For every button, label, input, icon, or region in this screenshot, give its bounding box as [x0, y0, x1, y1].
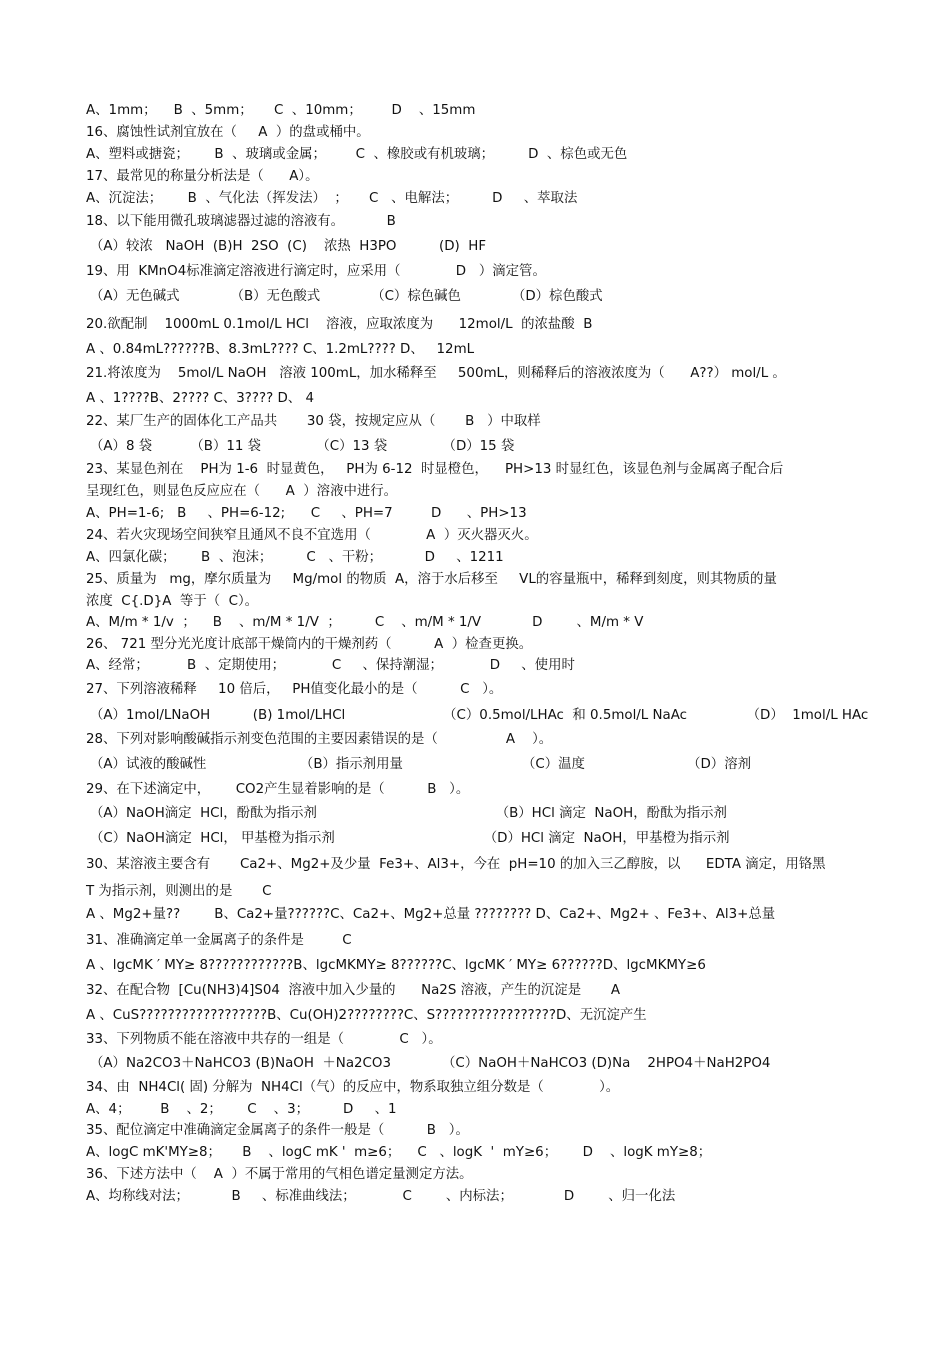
- options-23: A、PH=1-6; B 、PH=6-12; C 、PH=7 D 、PH>13: [86, 506, 527, 521]
- options-28: （A）试液的酸碱性 （B）指示剂用量 （C）温度 （D）溶剂: [90, 757, 751, 772]
- options-26: A、经常； B 、定期使用； C 、保持潮湿； D 、使用时: [86, 658, 575, 673]
- question-25: 25、质量为 mg，摩尔质量为 Mg/mol 的物质 A，溶于水后移至 VL的容量瓶中，稀释到刻度，则其物质的量: [86, 572, 777, 587]
- options-33: （A）Na2CO3＋NaHCO3 (B)NaOH ＋Na2CO3 （C）NaOH＋NaHCO3 (D)Na 2HPO4＋NaH2PO4: [90, 1056, 771, 1071]
- question-23-cont: 呈现红色，则显色反应应在（ A ）溶液中进行。: [86, 484, 398, 499]
- question-26: 26、 721 型分光光度计底部干燥筒内的干燥剂药（ A ）检查更换。: [86, 637, 533, 652]
- question-17: 17、最常见的称量分析法是（ A）。: [86, 169, 319, 184]
- options-20: A 、0.84mL??????B、8.3mL???? C、1.2mL???? D、 12mL: [86, 342, 475, 357]
- options-29-ab: （A）NaOH滴定 HCl，酚酞为指示剂 （B）HCl 滴定 NaOH，酚酞为指示剂: [90, 806, 727, 821]
- options-36: A、均称线对法； B 、标准曲线法； C 、内标法； D 、归一化法: [86, 1189, 676, 1204]
- question-32: 32、在配合物 [Cu(NH3)4]S04 溶液中加入少量的 Na2S 溶液，产生的沉淀是 A: [86, 983, 621, 998]
- options-24: A、四氯化碳； B 、泡沫； C 、干粉； D 、1211: [86, 550, 504, 565]
- question-36: 36、下述方法中（ A ）不属于常用的气相色谱定量测定方法。: [86, 1167, 473, 1182]
- question-16: 16、腐蚀性试剂宜放在（ A ）的盘或桶中。: [86, 125, 370, 140]
- options-19: （A）无色碱式 （B）无色酸式 （C）棕色碱色 （D）棕色酸式: [90, 289, 603, 304]
- options-18: （A）较浓 NaOH (B)H 2SO (C) 浓热 H3PO (D) HF: [90, 239, 487, 254]
- options-21: A 、1????B、2???? C、3???? D、 4: [86, 391, 314, 406]
- options-22: （A）8 袋 （B）11 袋 （C）13 袋 （D）15 袋: [90, 439, 515, 454]
- question-29: 29、在下述滴定中， CO2产生显着影响的是（ B ）。: [86, 782, 470, 797]
- question-34: 34、由 NH4Cl( 固) 分解为 NH4Cl（气）的反应中，物系取独立组分数是（ ）。: [86, 1080, 620, 1095]
- question-31: 31、准确滴定单一金属离子的条件是 C: [86, 933, 352, 948]
- question-27: 27、下列溶液稀释 10 倍后， PH值变化最小的是（ C ）。: [86, 682, 503, 697]
- question-21: 21.将浓度为 5mol/L NaOH 溶液 100mL，加水稀释至 500mL，则稀释后的溶液浓度为（ A??） mol/L 。: [86, 366, 786, 381]
- options-29-cd: （C）NaOH滴定 HCl， 甲基橙为指示剂 （D）HCl 滴定 NaOH，甲基橙为指示剂: [90, 831, 730, 846]
- options-27: （A）1mol/LNaOH (B) 1mol/LHCl （C）0.5mol/LHAc 和 0.5mol/L NaAc （D） 1mol/L HAc: [90, 708, 869, 723]
- options-25: A、M/m * 1/v ； B 、m/M * 1/V ； C 、m/M * 1/V D 、M/m * V: [86, 615, 644, 630]
- options-34: A、4； B 、2； C 、3； D 、1: [86, 1102, 397, 1117]
- options-32: A 、CuS??????????????????B、Cu(OH)2????????C、S?????????????????D、无沉淀产生: [86, 1008, 647, 1023]
- question-24: 24、若火灾现场空间狭窄且通风不良不宜选用（ A ）灭火器灭火。: [86, 528, 538, 543]
- options-16: A、塑料或搪瓷； B 、玻璃或金属； C 、橡胶或有机玻璃； D 、棕色或无色: [86, 147, 628, 162]
- question-20: 20.欲配制 1000mL 0.1mol/L HCl 溶液，应取浓度为 12mol/L 的浓盐酸 B: [86, 317, 593, 332]
- question-19: 19、用 KMnO4标准滴定溶液进行滴定时，应采用（ D ）滴定管。: [86, 264, 546, 279]
- question-18: 18、以下能用微孔玻璃滤器过滤的溶液有。 B: [86, 214, 396, 229]
- question-33: 33、下列物质不能在溶液中共存的一组是（ C ）。: [86, 1032, 442, 1047]
- question-25-cont: 浓度 C{.D}A 等于（ C）。: [86, 594, 259, 609]
- question-35: 35、配位滴定中准确滴定金属离子的条件一般是（ B ）。: [86, 1123, 469, 1138]
- options-17: A、沉淀法； B 、气化法（挥发法） ； C 、电解法； D 、萃取法: [86, 191, 578, 206]
- question-23: 23、某显色剂在 PH为 1-6 时显黄色， PH为 6-12 时显橙色， PH>13 时显红色，该显色剂与金属离子配合后: [86, 462, 784, 477]
- question-22: 22、某厂生产的固体化工产品共 30 袋，按规定应从（ B ）中取样: [86, 414, 541, 429]
- question-30: 30、某溶液主要含有 Ca2+、Mg2+及少量 Fe3+、Al3+，今在 pH=10 的加入三乙醇胺，以 EDTA 滴定，用铬黑: [86, 857, 826, 872]
- options-31: A 、lgcMK ′ MY≥ 8????????????B、lgcMKMY≥ 8??????C、lgcMK ′ MY≥ 6??????D、lgcMKMY≥6: [86, 958, 706, 973]
- question-30-cont: T 为指示剂，则测出的是 C: [86, 884, 272, 899]
- question-28: 28、下列对影响酸碱指示剂变色范围的主要因素错误的是（ A ）。: [86, 732, 553, 747]
- options-30: A 、Mg2+量?? B、Ca2+量??????C、Ca2+、Mg2+总量 ???????? D、Ca2+、Mg2+ 、Fe3+、Al3+总量: [86, 907, 776, 922]
- text-line: A、1mm； B 、5mm； C 、10mm； D 、15mm: [86, 103, 476, 118]
- options-35: A、logC mK'MY≥8； B 、logC mK ' m≥6； C 、logK ' mY≥6； D 、logK mY≥8；: [86, 1145, 712, 1160]
